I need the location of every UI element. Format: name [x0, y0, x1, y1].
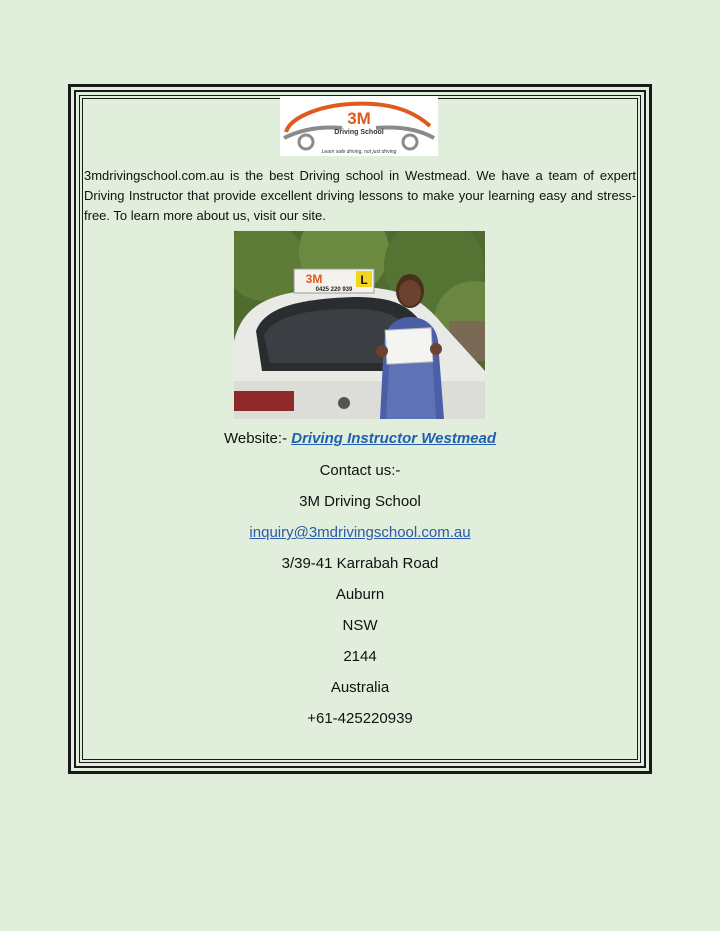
roof-sign-brand: 3M — [305, 272, 323, 286]
school-logo — [280, 96, 438, 156]
intro-paragraph: 3mdrivingschool.com.au is the best Driving school in Westmead. We have a team of expert Driving Instructor that provide excellent driving lessons to make your learning easy and stress-free. To learn more about us, visit our site. — [84, 168, 636, 223]
website-link[interactable]: Driving Instructor Westmead — [291, 430, 496, 447]
phone-number: +61-425220939 — [307, 710, 413, 727]
car-silhouette-logo-icon — [280, 96, 438, 156]
state: NSW — [342, 617, 378, 634]
document-content — [84, 96, 636, 760]
roof-sign-phone: 0425 220 939 — [315, 287, 353, 293]
country: Australia — [330, 679, 390, 696]
roof-sign-plate: L — [360, 273, 368, 287]
website-label: Website:- — [223, 430, 288, 447]
logo-brand: 3M — [347, 109, 371, 128]
student-photo — [234, 231, 485, 419]
logo-name: Driving School — [334, 129, 384, 136]
street-address: 3/39-41 Karrabah Road — [281, 555, 439, 572]
website-line — [84, 429, 636, 449]
photo-illustration — [234, 231, 485, 419]
company-name: 3M Driving School — [299, 493, 421, 510]
postcode: 2144 — [343, 648, 377, 665]
email-line — [84, 523, 636, 543]
contact-heading: Contact us:- — [319, 462, 401, 479]
logo-tagline: Learn safe driving, not just driving — [321, 149, 397, 155]
suburb: Auburn — [335, 586, 385, 603]
email-link[interactable]: inquiry@3mdrivingschool.com.au — [249, 524, 471, 541]
